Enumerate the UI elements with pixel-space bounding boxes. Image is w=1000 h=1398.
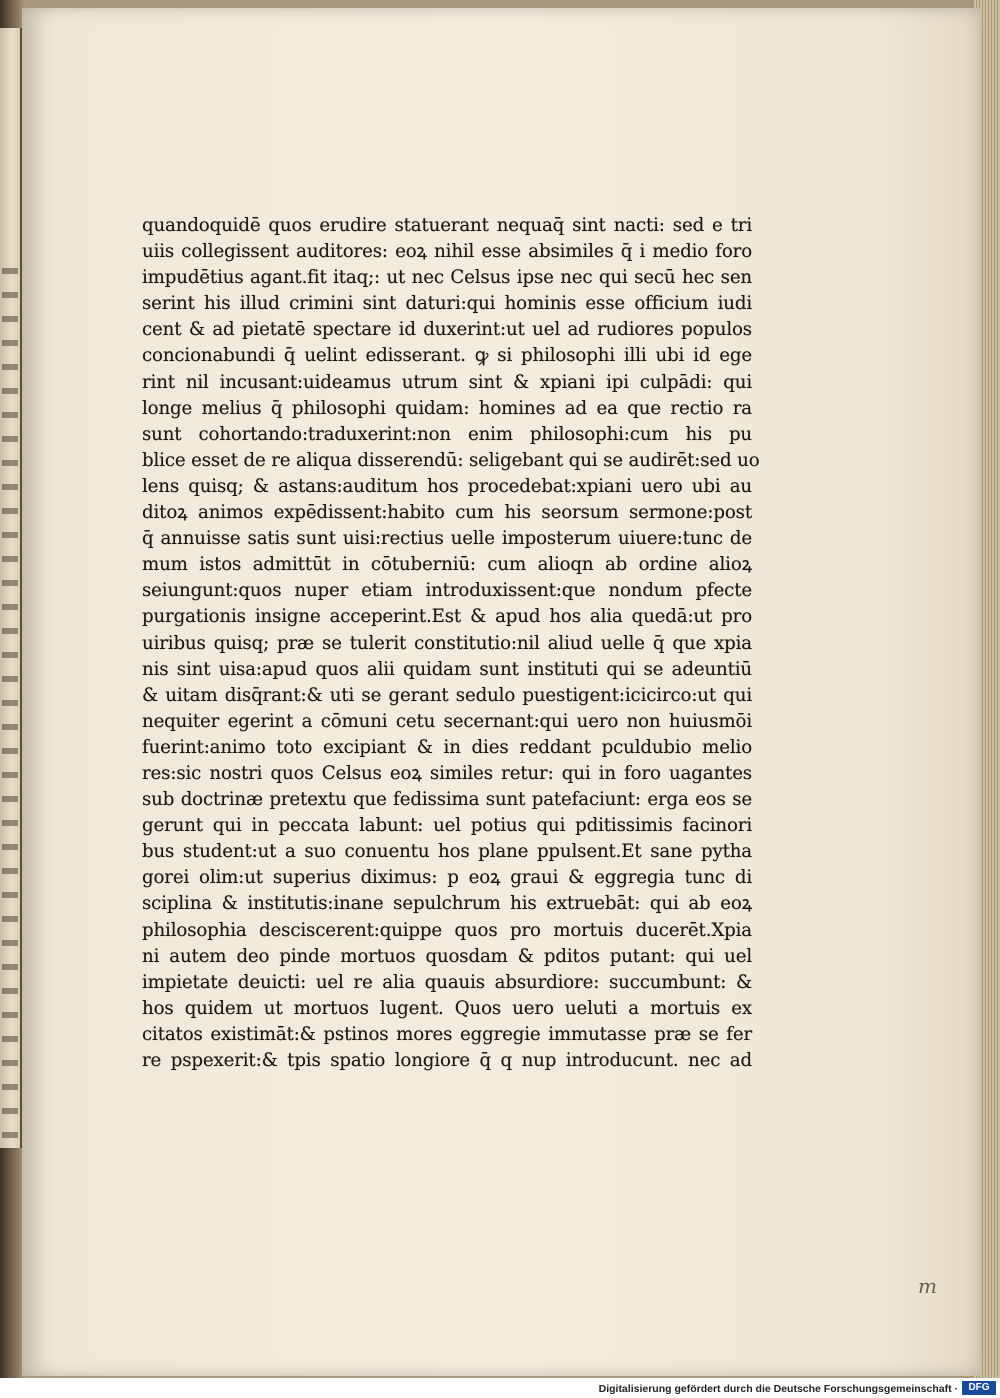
book-page [22,8,980,1376]
text-line: rint nil incusant:uideamus utrum sint & xpiani ipi culpādi: qui [142,371,752,393]
text-line: gerunt qui in peccata labunt: uel potius qui pditissimis facinori [142,815,752,837]
text-line: nequiter egerint a cōmuni cetu secernant:qui uero non huiusmōi [142,710,752,732]
text-line: uiis collegissent auditores: eoꝝ nihil esse absimiles q̄ i medio foro [142,241,752,263]
text-line: philosophia desciscerent:quippe quos pro mortuis ducerēt.Xpia [142,919,752,941]
text-line: concionabundi q̄ uelint edisserant. ꝙ si philosophi illi ubi id ege [142,345,752,367]
text-line: ditoꝝ animos expēdissent:habito cum his seorsum sermone:post [142,502,752,524]
dfg-logo: DFG [962,1381,996,1395]
text-line: longe melius q̄ philosophi quidam: homines ad ea que rectio ra [142,397,752,419]
facing-page-text-bleed [2,268,18,1148]
footer-credit: Digitalisierung gefördert durch die Deutsche Forschungsgemeinschaft · [598,1383,958,1395]
text-line: ni autem deo pinde mortuos quosdam & pditos putant: qui uel [142,945,752,967]
text-line: hos quidem ut mortuos lugent. Quos uero ueluti a mortuis ex [142,997,752,1019]
facing-page-edge [0,28,22,1148]
text-line: sunt cohortando:traduxerint:non enim philosophi:cum his pu [142,423,752,445]
text-line: sciplina & institutis:inane sepulchrum his extruebāt: qui ab eoꝝ [142,893,752,915]
text-line: citatos existimāt:& pstinos mores eggregie immutasse præ se fer [142,1023,752,1045]
handwritten-mark: m [918,1274,937,1298]
text-line: impietate deuicti: uel re alia quauis absurdiore: succumbunt: & [142,971,752,993]
text-line: & uitam disq̄rant:& uti se gerant sedulo puestigent:icicirco:ut qui [142,684,752,706]
text-line: impudētius agant.fit itaq;: ut nec Celsus ipse nec qui secū hec sen [142,267,752,289]
text-line: sub doctrinæ pretextu que fedissima sunt patefaciunt: erga eos se [142,789,752,811]
text-block [142,213,760,1073]
text-line: q̄ annuisse satis sunt uisi:rectius uelle imposterum uiuere:tunc de [142,528,752,550]
text-line: mum istos admittūt in cōtuberniū: cum alioqn ab ordine alioꝝ [142,554,752,576]
text-line: bus student:ut a suo conuentu hos plane ppulsent.Et sane pytha [142,841,752,863]
text-line: fuerint:animo toto excipiant & in dies reddant pculdubio melio [142,736,752,758]
text-line: serint his illud crimini sint daturi:qui hominis esse officium iudi [142,293,752,315]
text-line: uiribus quisq; præ se tulerit constitutio:nil aliud uelle q̄ que xpia [142,632,752,654]
text-line: nis sint uisa:apud quos alii quidam sunt instituti qui se adeuntiū [142,658,752,680]
text-line: purgationis insigne acceperint.Est & apud hos alia quedā:ut pro [142,606,752,628]
text-line: gorei olim:ut superius diximus: p eoꝝ graui & eggregia tunc di [142,867,752,889]
text-line: seiungunt:quos nuper etiam introduxissent:que nondum pfecte [142,580,752,602]
text-line: res:sic nostri quos Celsus eoꝝ similes retur: qui in foro uagantes [142,762,752,784]
footer-bar [0,1378,1000,1398]
text-line: blice esset de re aliqua disserendū: seligebant qui se audirēt:sed uo [142,449,760,471]
text-line: re pspexerit:& tpis spatio longiore q̄ q nup introducunt. nec ad [142,1050,752,1071]
text-line: lens quisq; & astans:auditum hos procedebat:xpiani uero ubi au [142,475,752,497]
text-line: quandoquidē quos erudire statuerant nequaq̄ sint nacti: sed e tri [142,215,752,236]
text-line: cent & ad pietatē spectare id duxerint:ut uel ad rudiores populos [142,319,752,341]
